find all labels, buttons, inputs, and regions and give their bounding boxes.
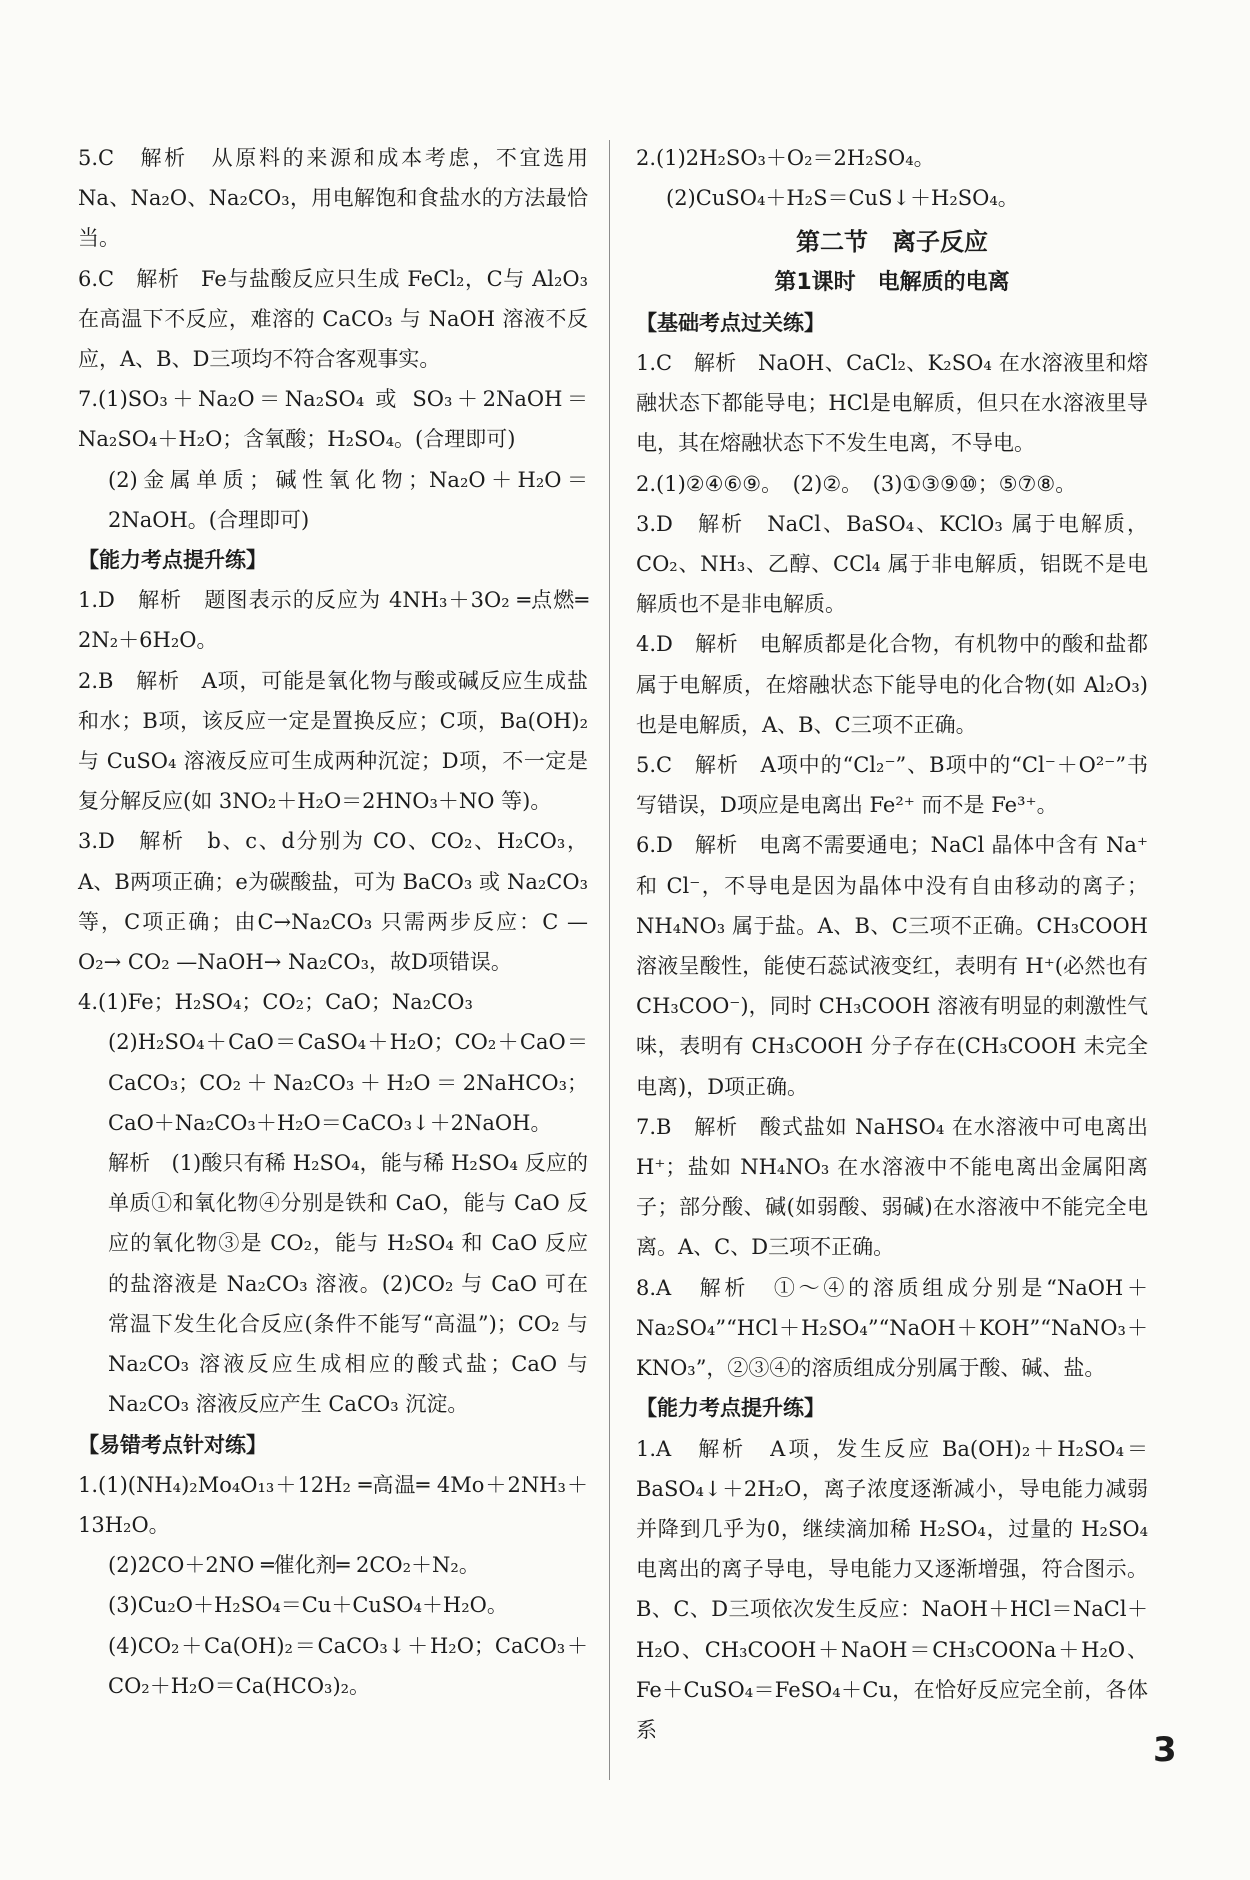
answer-paragraph: 8.A 解析 ①～④的溶质组成分别是“NaOH＋Na₂SO₄”“HCl＋H₂SO₄”“NaOH＋KOH”“NaNO₃＋KNO₃”，②③④的溶质组成分别属于酸、碱、盐。 [636, 1275, 1148, 1381]
answer-paragraph: 7.B 解析 酸式盐如 NaHSO₄ 在水溶液中可电离出 H⁺；盐如 NH₄NO₃ 在水溶液中不能电离出金属阳离子；部分酸、碱(如弱酸、弱碱)在水溶液中不能完全电离。A、C、D三项不正确。 [636, 1114, 1155, 1260]
answer-paragraph: 1.D 解析 题图表示的反应为 4NH₃＋3O₂ ═点燃═ 2N₂＋6H₂O。 [78, 588, 595, 653]
answer-paragraph: 1.A 解析 A项，发生反应 Ba(OH)₂＋H₂SO₄＝BaSO₄↓＋2H₂O，离子浓度逐渐减小，导电能力减弱并降到几乎为0，继续滴加稀 H₂SO₄，过量的 H₂SO₄ 电离出的离子导电，导电能力又逐渐增强，符合图示。B、C、D三项依次发生反应：NaOH＋HCl＝NaCl＋H₂O、CH₃COOH＋NaOH＝CH₃COONa＋H₂O、Fe＋CuSO₄＝FeSO₄＋Cu，在恰好反应完全前，各体系 [636, 1436, 1155, 1742]
answer-paragraph: (2)H₂SO₄＋CaO＝CaSO₄＋H₂O；CO₂＋CaO＝CaCO₃；CO₂＋Na₂CO₃＋H₂O＝2NaHCO₃；CaO＋Na₂CO₃＋H₂O＝CaCO₃↓＋2NaOH。 [108, 1030, 588, 1135]
section-heading: 【能力考点提升练】 [78, 548, 267, 573]
answer-paragraph: 4.(1)Fe；H₂SO₄；CO₂；CaO；Na₂CO₃ [78, 990, 473, 1015]
answer-paragraph: (4)CO₂＋Ca(OH)₂＝CaCO₃↓＋H₂O；CaCO₃＋CO₂＋H₂O＝Ca(HCO₃)₂。 [108, 1633, 588, 1698]
answer-paragraph: 1.(1)(NH₄)₂Mo₄O₁₃＋12H₂ ═高温═ 4Mo＋2NH₃＋13H₂O。 [78, 1472, 588, 1537]
answer-paragraph: (2)金属单质；碱性氧化物；Na₂O＋H₂O＝2NaOH。(合理即可) [108, 467, 588, 532]
answer-paragraph: (2)CuSO₄＋H₂S＝CuS↓＋H₂SO₄。 [666, 186, 1019, 211]
right-column [636, 138, 1155, 1750]
answer-paragraph: 6.C 解析 Fe与盐酸反应只生成 FeCl₂，C与 Al₂O₃ 在高温下不反应，难溶的 CaCO₃ 与 NaOH 溶液不反应，A、B、D三项均不符合客观事实。 [78, 266, 595, 372]
answer-paragraph: 6.D 解析 电离不需要通电；NaCl 晶体中含有 Na⁺ 和 Cl⁻，不导电是因为晶体中没有自由移动的离子；NH₄NO₃ 属于盐。A、B、C三项不正确。CH₃COOH 溶液呈酸性，能使石蕊试液变红，表明有 H⁺(必然也有 CH₃COO⁻)，同时 CH₃COOH 溶液有明显的刺激性气味，表明有 CH₃COOH 分子存在(CH₃COOH 未完全电离)，D项正确。 [636, 833, 1155, 1099]
answer-paragraph: 2.(1)②④⑥⑨。 (2)②。 (3)①③⑨⑩；⑤⑦⑧。 [636, 471, 1077, 496]
left-column [78, 138, 595, 1706]
answer-paragraph: 3.D 解析 b、c、d分别为 CO、CO₂、H₂CO₃，A、B两项正确；e为碳酸盐，可为 BaCO₃ 或 Na₂CO₃ 等，C项正确；由C→Na₂CO₃ 只需两步反应：C —O₂→ CO₂ —NaOH→ Na₂CO₃，故D项错误。 [78, 829, 595, 975]
answer-paragraph: 解析 (1)酸只有稀 H₂SO₄，能与稀 H₂SO₄ 反应的单质①和氧化物④分别是铁和 CaO，能与 CaO 反应的氧化物③是 CO₂，能与 H₂SO₄ 和 CaO 反应的盐溶液是 Na₂CO₃ 溶液。(2)CO₂ 与 CaO 可在常温下发生化合反应(条件不能写“高温”)；CO₂ 与 Na₂CO₃ 溶液反应生成相应的酸式盐；CaO 与 Na₂CO₃ 溶液反应产生 CaCO₃ 沉淀。 [108, 1151, 595, 1417]
section-heading: 【能力考点提升练】 [636, 1396, 825, 1421]
section-heading: 【易错考点针对练】 [78, 1432, 267, 1457]
answer-paragraph: 3.D 解析 NaCl、BaSO₄、KClO₃ 属于电解质，CO₂、NH₃、乙醇、CCl₄ 属于非电解质，铝既不是电解质也不是非电解质。 [636, 511, 1148, 617]
answer-paragraph: 4.D 解析 电解质都是化合物，有机物中的酸和盐都属于电解质，在熔融状态下能导电的化合物(如 Al₂O₃)也是电解质，A、B、C三项不正确。 [636, 632, 1148, 737]
answer-paragraph: 7.(1)SO₃＋Na₂O＝Na₂SO₄ 或 SO₃＋2NaOH＝Na₂SO₄＋H₂O；含氧酸；H₂SO₄。(合理即可) [78, 387, 588, 452]
answer-paragraph: 2.(1)2H₂SO₃＋O₂＝2H₂SO₄。 [636, 146, 935, 170]
answer-paragraph: 5.C 解析 从原料的来源和成本考虑，不宜选用 Na、Na₂O、Na₂CO₃，用电解饱和食盐水的方法最恰当。 [78, 146, 595, 251]
answer-paragraph: 1.C 解析 NaOH、CaCl₂、K₂SO₄ 在水溶液里和熔融状态下都能导电；HCl是电解质，但只在水溶液里导电，其在熔融状态下不发生电离，不导电。 [636, 351, 1148, 456]
section-heading: 【基础考点过关练】 [636, 310, 825, 335]
page-number: 3 [1153, 1730, 1177, 1770]
answer-paragraph: 5.C 解析 A项中的“Cl₂⁻”、B项中的“Cl⁻＋O²⁻”书写错误，D项应是电离出 Fe²⁺ 而不是 Fe³⁺。 [636, 753, 1148, 818]
answer-paragraph: (2)2CO＋2NO ═催化剂═ 2CO₂＋N₂。 [108, 1553, 480, 1578]
lesson-title: 第二节 离子反应 [796, 228, 988, 257]
lesson-title: 第1课时 电解质的电离 [774, 269, 1010, 295]
answer-paragraph: 2.B 解析 A项，可能是氧化物与酸或碱反应生成盐和水；B项，该反应一定是置换反应；C项，Ba(OH)₂ 与 CuSO₄ 溶液反应可生成两种沉淀；D项，不一定是复分解反应(如 3NO₂＋H₂O＝2HNO₃＋NO 等)。 [78, 668, 595, 814]
column-divider [609, 140, 610, 1780]
answer-paragraph: (3)Cu₂O＋H₂SO₄＝Cu＋CuSO₄＋H₂O。 [108, 1593, 508, 1618]
